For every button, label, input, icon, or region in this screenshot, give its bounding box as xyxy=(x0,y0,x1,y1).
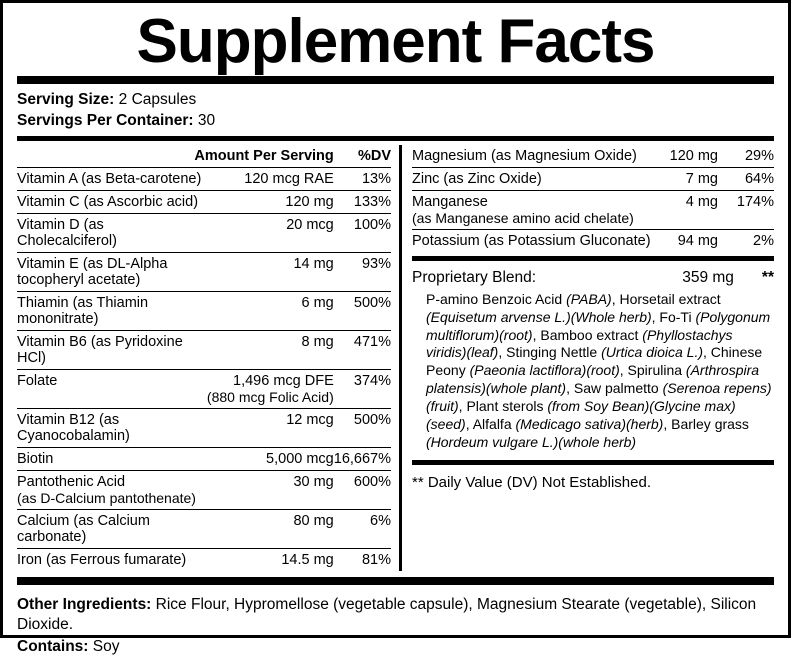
nutrient-amount: 14.5 mg xyxy=(207,548,334,571)
servings-per-container-line xyxy=(17,111,774,132)
nutrient-dv: 6% xyxy=(334,509,391,548)
nutrient-name: Thiamin (as Thiamin mononitrate) xyxy=(17,291,207,330)
blend-top-divider xyxy=(412,256,774,261)
nutrient-name: Vitamin B6 (as Pyridoxine HCl) xyxy=(17,330,207,369)
table-row xyxy=(17,190,391,213)
servings-per-container-value: 30 xyxy=(197,111,216,129)
nutrient-dv: 13% xyxy=(334,167,391,190)
table-row xyxy=(412,190,774,229)
nutrient-name: Magnesium (as Magnesium Oxide) xyxy=(412,147,637,164)
table-row xyxy=(17,167,391,190)
nutrient-name-primary: Pantothenic Acid xyxy=(17,473,126,490)
nutrient-name: Biotin xyxy=(17,447,207,470)
nutrient-name: Vitamin B12 (as Cyanocobalamin) xyxy=(17,408,207,447)
other-ingredients xyxy=(17,591,774,635)
table-row xyxy=(17,213,391,252)
blend-name: Proprietary Blend: xyxy=(412,268,537,286)
nutrient-name: Potassium (as Potassium Gluconate) xyxy=(412,229,666,252)
nutrient-name: Zinc (as Zinc Oxide) xyxy=(412,167,666,190)
nutrient-amount: 120 mg xyxy=(207,190,334,213)
page-title: Supplement Facts xyxy=(136,7,655,76)
nutrient-name: Vitamin D (as Cholecalciferol) xyxy=(17,213,207,252)
table-row xyxy=(17,330,391,369)
serving-info xyxy=(17,90,774,132)
nutrient-amount: 20 mcg xyxy=(207,213,334,252)
nutrition-column-left xyxy=(17,145,391,571)
dv-footnote: ** Daily Value (DV) Not Established. xyxy=(412,473,651,491)
nutrient-amount-primary: 1,496 mcg DFE xyxy=(233,372,334,389)
nutrient-name xyxy=(17,470,207,509)
serving-size-value: 2 Capsules xyxy=(118,90,197,108)
table-row xyxy=(17,369,391,408)
blend-dv: ** xyxy=(761,268,774,286)
contains-statement xyxy=(17,635,774,657)
title-divider xyxy=(17,76,774,84)
table-row xyxy=(17,509,391,548)
nutrient-amount: 80 mg xyxy=(207,509,334,548)
table-header-row xyxy=(17,145,391,168)
header-dv: %DV xyxy=(357,147,391,164)
nutrient-amount: 14 mg xyxy=(207,252,334,291)
nutrient-name-secondary: (as D-Calcium pantothenate) xyxy=(17,489,196,506)
nutrient-dv: 133% xyxy=(334,190,391,213)
other-ingredients-value: Rice Flour, Hypromellose (vegetable capsule), Magnesium Stearate (vegetable), Silicon Dioxide. xyxy=(17,595,757,633)
nutrient-name: Calcium (as Calcium carbonate) xyxy=(17,509,207,548)
serving-divider xyxy=(17,136,774,141)
nutrient-dv: 29% xyxy=(744,147,774,164)
proprietary-blend-header xyxy=(412,265,774,289)
other-ingredients-label: Other Ingredients: xyxy=(17,595,152,613)
nutrient-amount: 7 mg xyxy=(666,167,718,190)
table-row xyxy=(17,447,391,470)
nutrient-dv: 471% xyxy=(334,330,391,369)
nutrient-table-right xyxy=(412,145,774,252)
nutrient-dv: 2% xyxy=(718,229,774,252)
nutrient-dv: 600% xyxy=(334,470,391,509)
column-divider xyxy=(399,145,402,571)
nutrient-amount: 5,000 mcg xyxy=(207,447,334,470)
nutrient-amount xyxy=(207,369,334,408)
nutrient-name: Vitamin E (as DL-Alpha tocopheryl acetate) xyxy=(17,252,207,291)
nutrient-dv: 500% xyxy=(334,291,391,330)
nutrient-dv: 374% xyxy=(334,369,391,408)
nutrition-columns xyxy=(17,145,774,571)
nutrient-name: Folate xyxy=(17,369,207,408)
nutrient-amount: 6 mg xyxy=(207,291,334,330)
contains-value: Soy xyxy=(92,638,120,656)
nutrient-name-primary: Manganese xyxy=(412,193,488,210)
nutrient-amount: 94 mg xyxy=(666,229,718,252)
table-row xyxy=(412,167,774,190)
nutrition-column-right xyxy=(412,145,774,571)
table-row xyxy=(412,229,774,252)
nutrient-name: Vitamin A (as Beta-carotene) xyxy=(17,167,207,190)
table-row xyxy=(412,145,774,168)
servings-per-container-label: Servings Per Container: xyxy=(17,111,194,129)
table-row xyxy=(17,548,391,571)
nutrient-amount: 120 mcg RAE xyxy=(207,167,334,190)
nutrient-amount: 8 mg xyxy=(207,330,334,369)
table-row xyxy=(17,408,391,447)
nutrient-dv: 16,667% xyxy=(334,447,391,470)
blend-amount: 359 mg xyxy=(682,268,734,286)
table-row xyxy=(17,252,391,291)
nutrient-dv: 81% xyxy=(334,548,391,571)
table-row xyxy=(17,291,391,330)
nutrient-name: Iron (as Ferrous fumarate) xyxy=(17,548,207,571)
bottom-divider xyxy=(17,577,774,585)
nutrient-table-left xyxy=(17,145,391,571)
nutrient-amount-secondary: (880 mcg Folic Acid) xyxy=(206,388,334,405)
nutrient-name-secondary: (as Manganese amino acid chelate) xyxy=(412,209,634,226)
nutrient-dv: 64% xyxy=(718,167,774,190)
nutrient-amount: 12 mcg xyxy=(207,408,334,447)
nutrient-dv: 100% xyxy=(334,213,391,252)
nutrient-name xyxy=(412,190,666,229)
nutrient-name: Vitamin C (as Ascorbic acid) xyxy=(17,190,207,213)
table-row xyxy=(17,470,391,509)
blend-ingredients: P-amino Benzoic Acid (PABA), Horsetail extract (Equisetum arvense L.)(Whole herb), Fo-Ti (Polygonum multiflorum)(root), Bamboo extract (Phyllostachys viridis)(leaf), Stinging Nettle (Urtica dioica L.), Chinese Peony (Paeonia lactiflora)(root), Spirulina (Arthrospira platensis)(whole plant), Saw palmetto (Serenoa repens)(fruit), Plant sterols (from Soy Bean)(Glycine max)(seed), Alfalfa (Medicago sativa)(herb), Barley grass (Hordeum vulgare L.)(whole herb) xyxy=(426,290,772,450)
serving-size-label: Serving Size: xyxy=(17,90,115,108)
contains-label: Contains: xyxy=(17,638,89,656)
nutrient-dv: 174% xyxy=(718,190,774,229)
blend-bottom-divider xyxy=(412,460,774,465)
nutrient-dv: 500% xyxy=(334,408,391,447)
nutrient-amount: 30 mg xyxy=(207,470,334,509)
nutrient-dv: 93% xyxy=(334,252,391,291)
header-amount-per-serving: Amount Per Serving xyxy=(194,147,334,164)
nutrient-amount: 4 mg xyxy=(666,190,718,229)
serving-size-line xyxy=(17,90,774,111)
nutrient-amount: 120 mg xyxy=(669,147,718,164)
